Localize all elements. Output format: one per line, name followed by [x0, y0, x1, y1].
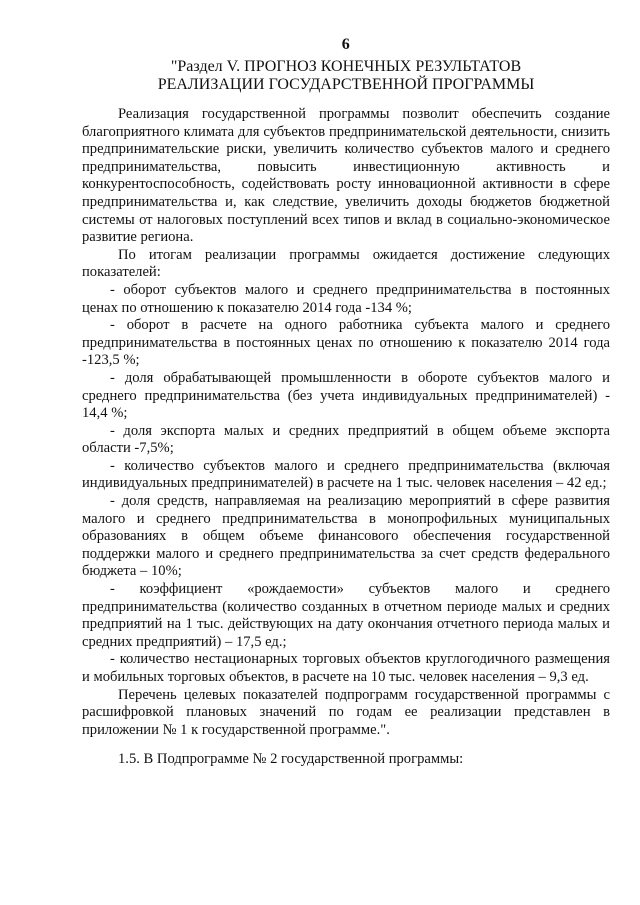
page-number: 6	[341, 36, 351, 53]
section-heading-line-1: "Раздел V. ПРОГНОЗ КОНЕЧНЫХ РЕЗУЛЬТАТОВ	[170, 58, 522, 75]
indicator-item: - доля средств, направляемая на реализацию мероприятий в сфере развития малого и среднего предпринимательства в монопрофильных муниципальных образованиях в общем объеме финансового обеспечения государственной поддержки малого и среднего предпринимательства за счет средств федерального бюджета – 10%;	[82, 493, 610, 580]
indicator-item: - доля экспорта малых и средних предприятий в общем объеме экспорта области -7,5%;	[82, 422, 610, 457]
indicator-item: - коэффициент «рождаемости» субъектов малого и среднего предпринимательства (количество созданных в отчетном периоде малых и средних предприятий на 1 тыс. действующих на дату окончания отчетного периода малых и средних предприятий) – 17,5 ед.;	[82, 581, 610, 650]
annex-paragraph: Перечень целевых показателей подпрограмм государственной программы с расшифровкой плановых значений по годам ее реализации представлен в приложении № 1 к государственной программе.".	[82, 686, 610, 738]
indicator-item: - количество нестационарных торговых объектов круглогодичного размещения и мобильных торговых объектов, в расчете на 10 тыс. человек населения – 9,3 ед.	[82, 651, 610, 685]
indicator-item: - оборот субъектов малого и среднего предпринимательства в постоянных ценах по отношению к показателю 2014 года -134 %;	[82, 281, 610, 316]
indicator-item: - оборот в расчете на одного работника субъекта малого и среднего предпринимательства в постоянных ценах по отношению к показателю 2014 года -123,5 %;	[82, 317, 610, 369]
section-heading	[82, 58, 610, 94]
results-intro-paragraph: По итогам реализации программы ожидается достижение следующих показателей:	[82, 246, 610, 281]
subprogram-paragraph: 1.5. В Подпрограмме № 2 государственной программы:	[118, 751, 464, 768]
indicator-item: - доля обрабатывающей промышленности в обороте субъектов малого и среднего предпринимательства (без учета индивидуальных предпринимателей) - 14,4 %;	[82, 369, 610, 422]
indicator-item: - количество субъектов малого и среднего предпринимательства (включая индивидуальных предпринимателей) в расчете на 1 тыс. человек населения – 42 ед.;	[82, 457, 610, 492]
document-body	[82, 106, 610, 769]
intro-paragraph: Реализация государственной программы позволит обеспечить создание благоприятного климата для субъектов предпринимательской деятельности, снизить предпринимательские риски, увеличить количество субъектов малого и среднего предпринимательства, повысить инвестиционную активность и конкурентоспособность, содействовать росту инновационной активности в сфере предпринимательства и, как следствие, увеличить доходы бюджетов бюджетной системы от налоговых поступлений всех типов и вклад в социально-экономическое развитие региона.	[82, 106, 610, 246]
section-heading-line-2: РЕАЛИЗАЦИИ ГОСУДАРСТВЕННОЙ ПРОГРАММЫ	[157, 76, 535, 93]
